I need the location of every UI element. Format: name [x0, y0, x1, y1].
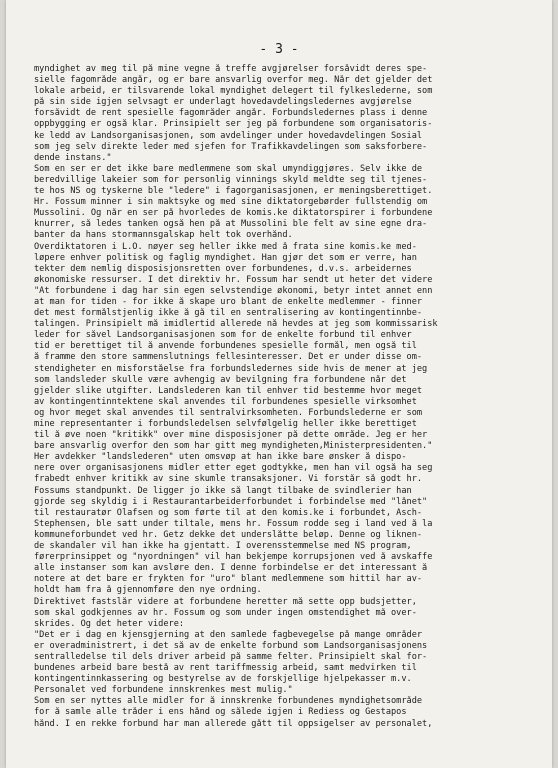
text-line: alle instanser som kan avsløre den. I denne forbindelse er det interessant å [34, 563, 428, 574]
text-line: Direktivet fastslår videre at forbundene heretter må sette opp budsjetter, [34, 596, 417, 607]
text-line: banter da hans stormannsgalskap helt tok overhånd. [34, 230, 293, 241]
text-line: og hvor meget skal anvendes til sentralvirksomheten. Forbundslederne er som [34, 407, 423, 418]
text-line: førerprinsippet og "nyordningen" vil han bekjempe korrupsjonen ved å avskaffe [34, 552, 433, 563]
text-line: å framme den store sammenslutnings fellesinteresser. Det er under disse om- [34, 352, 423, 363]
page-number: - 3 - [259, 42, 299, 57]
text-line: av kontingentinntektene skal anvendes til forbundenes spesielle virksomhet [34, 396, 417, 407]
text-line: hånd. I en rekke forbund har man allerede gått til oppsigelser av personalet, [34, 718, 433, 729]
text-line: Hr. Fossum minner i sin maktsyke og med sine diktatorgebørder fullstendig om [34, 197, 428, 208]
document-body [34, 64, 542, 730]
text-line: det mest formålstjenlig ikke å gå til en sentralisering av kontingentinnbe- [34, 308, 423, 319]
text-line: som landsleder skulle være avhengig av bevilgning fra forbundene når det [34, 374, 407, 385]
text-line: som skal godkjennes av hr. Fossum og som under ingen omstendighet må over- [34, 607, 417, 618]
text-line: beredvillige lakeier som for personlig vinnings skyld meldte seg til tjenes- [34, 174, 428, 185]
text-line: på sin side igjen selvsagt er underlagt hovedavdelingsledernes avgjørelse [34, 97, 412, 108]
text-line: nere over organisasjonens midler etter eget godtykke, men han vil også ha seg [34, 463, 433, 474]
text-line: "At forbundene i dag har sin egen selvstendige økonomi, betyr intet annet enn [34, 285, 433, 296]
text-line: til restauratør Olafsen og som førte til at den komis.ke i forbundet, Asch- [34, 507, 423, 518]
text-line: tekter dem nemlig disposisjonsretten over forbundenes, d.v.s. arbeidernes [34, 263, 412, 274]
text-line: gjelder slike utgifter. Landslederen kan til enhver tid bestemme hvor meget [34, 385, 423, 396]
text-line: lokale arbeid, er tilsvarende lokal myndighet delegert til fylkeslederne, som [34, 86, 433, 97]
text-line: mine representanter i forbundsledelsen selvfølgelig heller ikke berettiget [34, 419, 417, 429]
text-line: bundenes arbeid bare bestå av rent tariffmessig arbeid, samt medvirken til [34, 663, 417, 674]
text-line: som jeg selv direkte leder med sjefen for Trafikkavdelingen som saksforbere- [34, 141, 428, 152]
text-line: stendigheter en misforståelse fra forbundsledernes side hvis de mener at jeg [34, 363, 428, 374]
text-line: kommuneforbundet ved hr. Getz dekke det underslåtte beløp. Denne og liknen- [34, 529, 423, 540]
text-line: kontingentinnkassering og bestyrelse av de forskjellige hjelpekasser m.v. [34, 674, 412, 685]
text-line: Her avdekker "landslederen" uten omsvøp at han ikke bare ønsker å dispo- [34, 452, 407, 463]
text-line: Mussolini. Og når en ser på hvorledes de komis.ke diktatorspirer i forbundene [34, 208, 433, 219]
text-line: Overdiktatoren i L.O. nøyer seg heller ikke med å frata sine komis.ke med- [34, 241, 417, 252]
text-line: knurrer, så ledes tanken også hen på at Mussolini ble felt av sine egne dra- [34, 219, 428, 230]
text-line: frabedt enhver kritikk av sine skumle transaksjoner. Vi forstår så godt hr. [34, 474, 423, 485]
text-line: myndighet av meg til på mine vegne å treffe avgjørelser forsåvidt deres spe- [34, 64, 428, 74]
text-line: Stephensen, ble satt under tiltale, mens hr. Fossum rodde seg i land ved å la [34, 518, 433, 529]
text-line: oppbygging er også klar. Prinsipielt ser jeg på forbundene som organisatoris- [34, 119, 433, 130]
text-line: skrides. Og det heter videre: [34, 618, 185, 629]
text-line: talingen. Prinsipielt må imidlertid allerede nå hevdes at jeg som kommissarisk [34, 319, 438, 330]
text-line: er overadministrert, i det så av de enkelte forbund som Landsorganisasjonens [34, 640, 428, 651]
text-line: sielle fagområde angår, og er bare ansvarlig overfor meg. Når det gjelder det [34, 75, 433, 86]
text-line: økonomiske ressurser. I det direktiv hr. Fossum har sendt ut heter det videre [34, 274, 433, 285]
text-line: Personalet ved forbundene innskrenkes mest mulig." [34, 685, 293, 696]
text-line: dende instans." [34, 152, 112, 163]
text-line: ke ledd av Landsorganisasjonen, som avdelinger under hovedavdelingen Sosial [34, 130, 423, 141]
document-page [6, 0, 552, 768]
text-line: forsåvidt de rent spesielle fagområder angår. Forbundsledernes plass i denne [34, 108, 428, 119]
text-line: Fossums standpunkt. De ligger jo ikke så langt tilbake de svindlerier han [34, 485, 412, 496]
text-line: Som en ser er det ikke bare medlemmene som skal umyndiggjøres. Selv ikke de [34, 163, 423, 174]
text-line: de skandaler vil han ikke ha gjentatt. I overensstemmelse med NS program, [34, 541, 412, 552]
text-line: gjorde seg skyldig i i Restaurantarbeiderforbundet i forbindelse med "lånet" [34, 496, 428, 507]
text-line: te hos NS og tyskerne ble "ledere" i fagorganisasjonen, er meningsberettiget. [34, 186, 433, 197]
text-line: tid er berettiget til å anvende forbundenes spesielle formål, men også til [34, 341, 417, 352]
text-line: at man for tiden - for ikke å skape uro blant de enkelte medlemmer - finner [34, 296, 423, 307]
text-line: sentralledelse til dels driver arbeid på samme felter. Prinsipielt skal for- [34, 651, 428, 662]
text-line: holdt ham fra å gjennomføre den nye ordning. [34, 585, 262, 596]
text-line: notere at det bare er frykten for "uro" blant medlemmene som hittil har av- [34, 574, 423, 585]
text-line: bare ansvarlig overfor den som har gitt meg myndigheten,Ministerpresidenten." [34, 441, 433, 452]
text-line: for å samle alle tråder i ens hånd og sålede igjen i Rediess og Gestapos [34, 707, 407, 718]
text-line: Som en ser nyttes alle midler for å innskrenke forbundenes myndighetsområde [34, 696, 423, 707]
text-line: løpere enhver politisk og faglig myndighet. Han gjør det som er verre, han [34, 252, 417, 263]
text-line: leder for såvel Landsorganisasjonen som for de enkelte forbund til enhver [34, 330, 412, 341]
text-line: "Det er i dag en kjensgjerning at den samlede fagbevegelse på mange områder [34, 629, 423, 640]
text-line: til å øve noen "kritikk" over mine disposisjoner på dette område. Jeg er her [34, 430, 428, 441]
